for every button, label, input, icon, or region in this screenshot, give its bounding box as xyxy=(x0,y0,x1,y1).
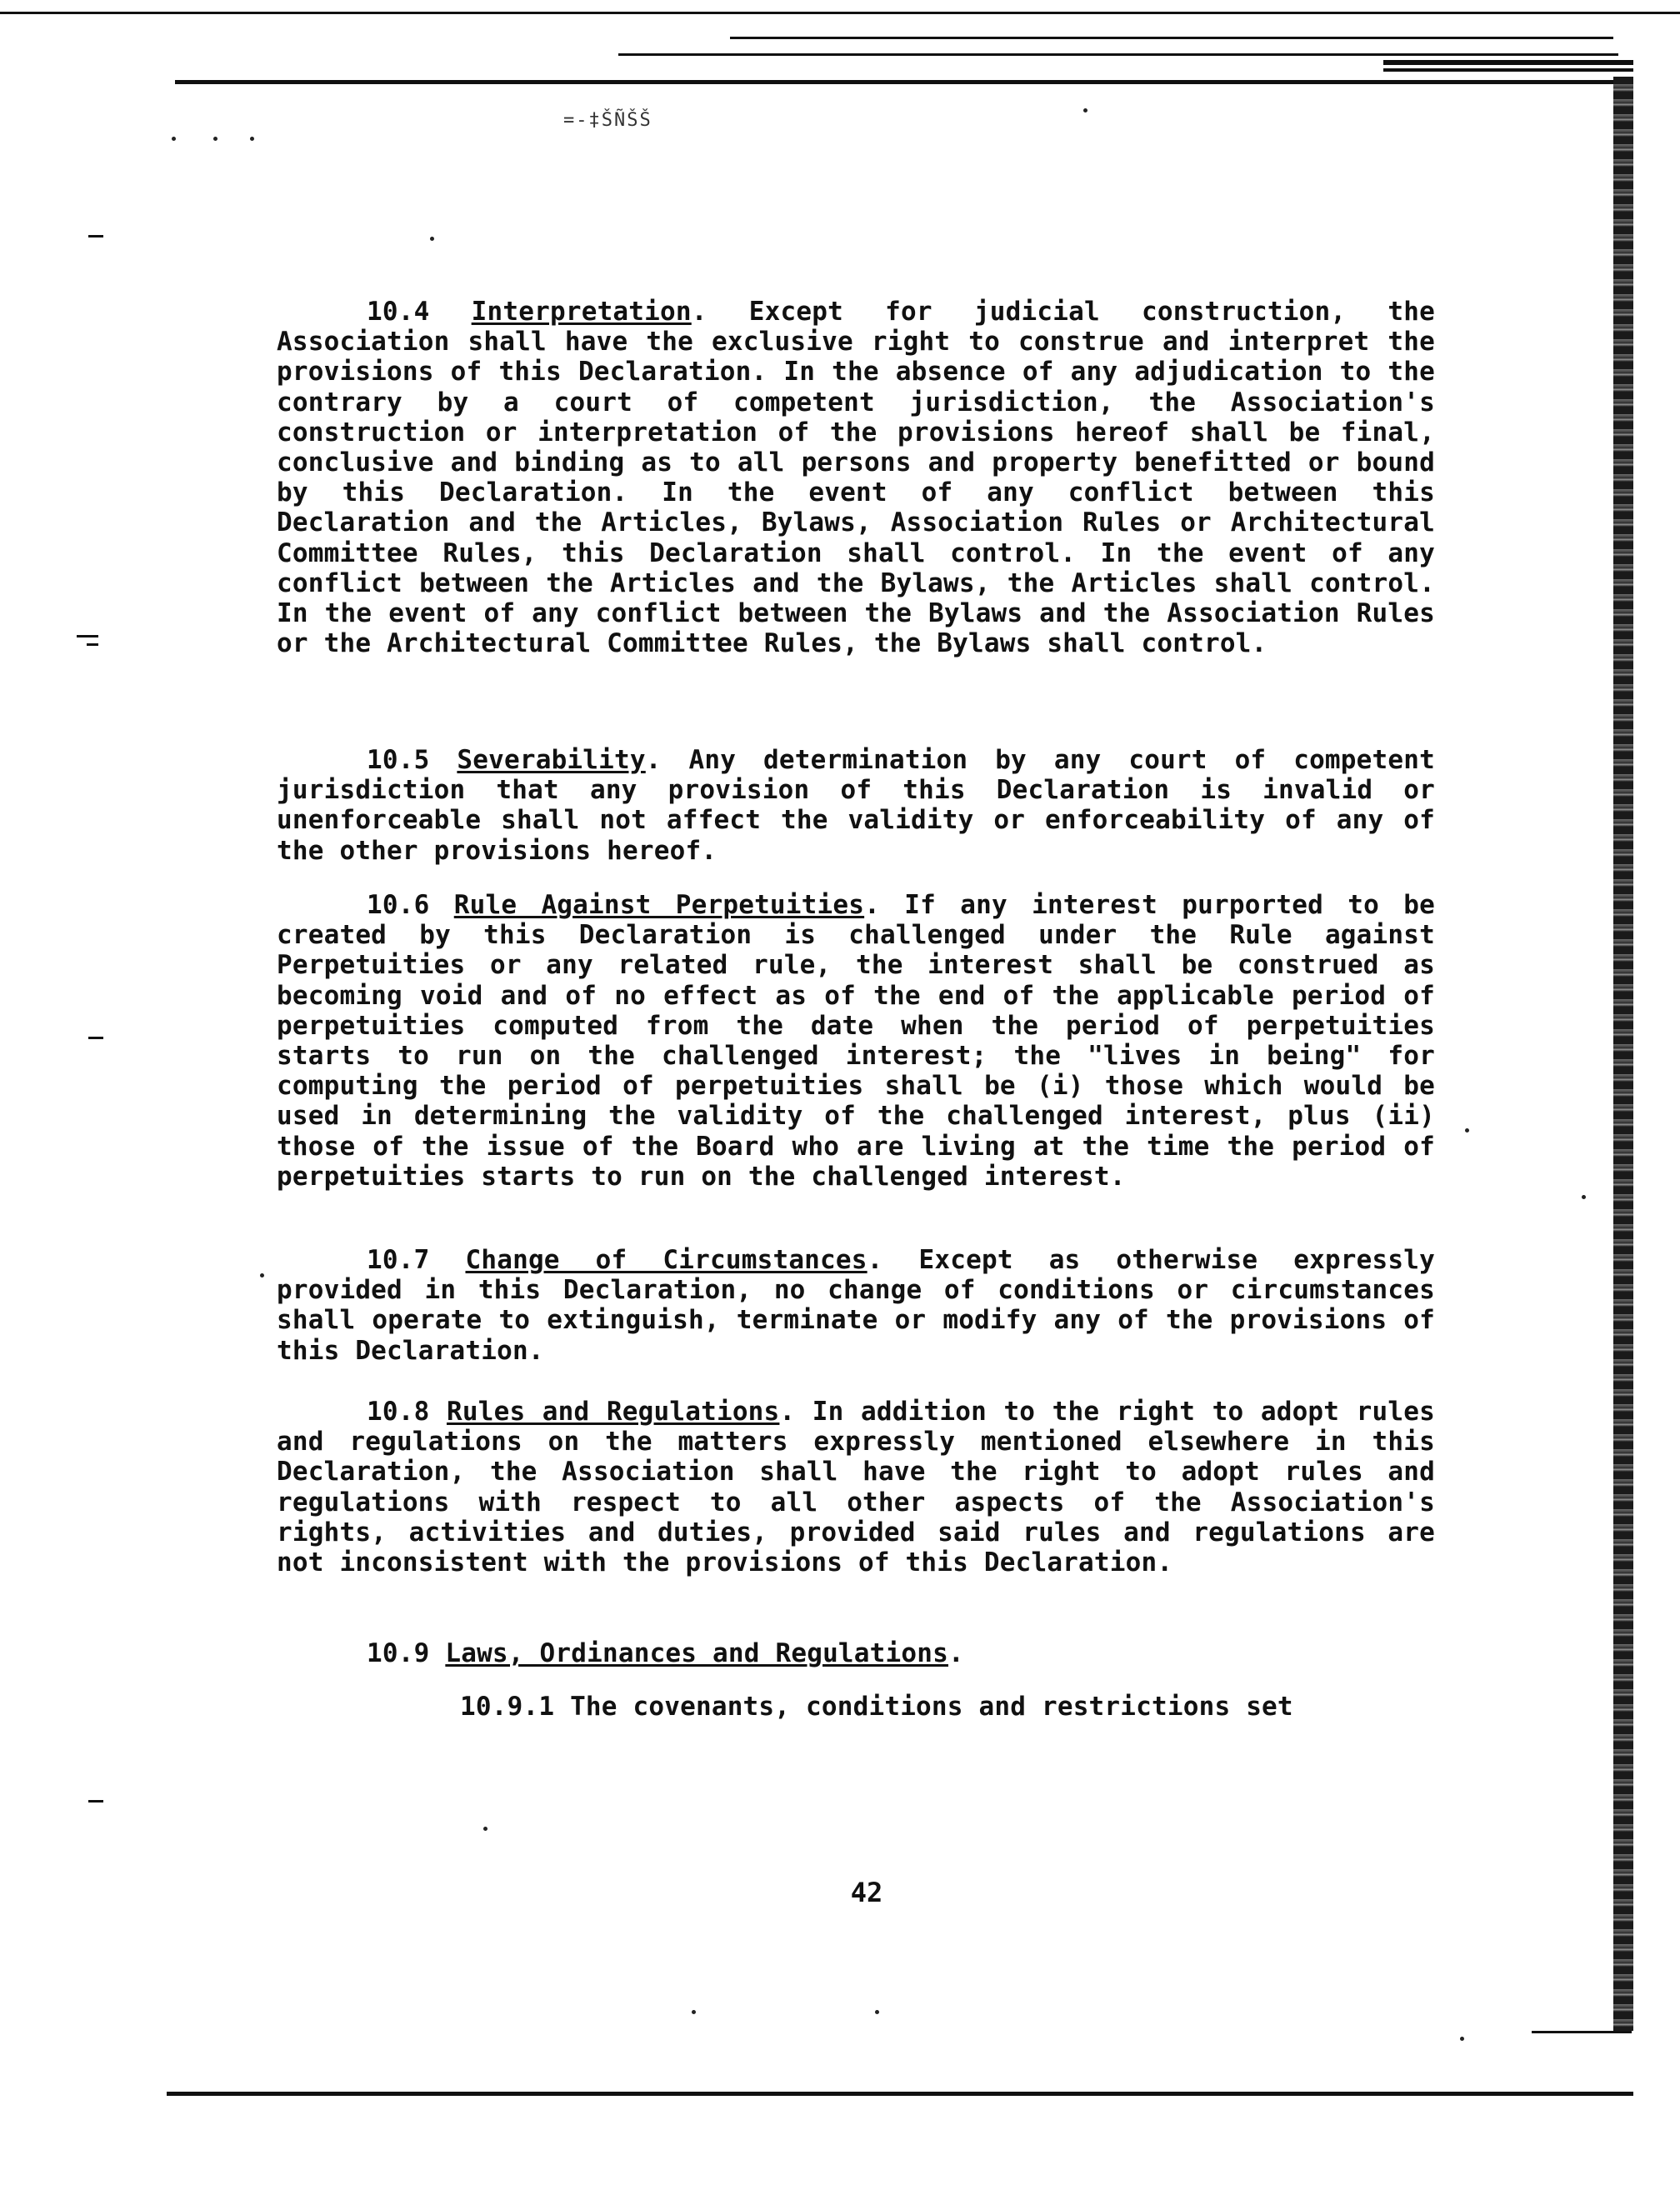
header-rule-short-4 xyxy=(1383,68,1633,72)
footer-rule-long xyxy=(167,2092,1633,2096)
scan-speck xyxy=(172,137,176,141)
section-number: 10.4 xyxy=(367,297,430,327)
header-rule-short-3 xyxy=(1383,60,1633,65)
section-10-7 xyxy=(277,1245,1435,1366)
margin-mark xyxy=(77,635,98,638)
section-title: Change of Circumstances xyxy=(465,1245,868,1275)
section-text: . Any determination by any court of competent jurisdiction that any provision of this Declaration is invalid or unenforceable shall not affect the validity or enforceability of any of the other provisions hereof. xyxy=(277,745,1435,866)
section-10-5 xyxy=(277,745,1435,866)
section-text: . In addition to the right to adopt rules and regulations on the matters expressly mentioned elsewhere in this Declaration, the Association shall have the right to adopt rules and regulations with respect to all other aspects of the Association's rights, activities and duties, provided said rules and regulations are not inconsistent with the provisions of this Declaration. xyxy=(277,1397,1435,1578)
scan-speck xyxy=(1460,2037,1464,2041)
margin-mark xyxy=(88,235,103,238)
section-text: . xyxy=(948,1638,964,1668)
scan-edge-strip xyxy=(1613,77,1633,2031)
scan-speck xyxy=(1465,1128,1469,1132)
footer-rule-right xyxy=(1532,2031,1632,2033)
section-10-6 xyxy=(277,890,1435,1192)
scan-speck xyxy=(260,1273,264,1278)
section-title: Rules and Regulations xyxy=(446,1397,780,1427)
subsection-10-9-1 xyxy=(277,1692,1435,1722)
section-10-9 xyxy=(277,1638,1435,1668)
header-rule-short-1 xyxy=(730,37,1613,39)
scan-speck xyxy=(692,2010,696,2014)
margin-mark xyxy=(87,643,98,646)
scan-speck xyxy=(1083,108,1088,112)
section-number: 10.8 xyxy=(367,1397,430,1427)
scan-speck xyxy=(430,237,434,241)
margin-mark xyxy=(88,1800,103,1802)
section-title: Interpretation xyxy=(471,297,692,327)
section-10-8 xyxy=(277,1397,1435,1578)
top-border-line xyxy=(0,12,1680,14)
section-title: Rule Against Perpetuities xyxy=(453,890,865,920)
section-text: . Except for judicial construction, the Association shall have the exclusive right to construe and interpret the provisions of this Declaration. In the absence of any adjudication to the contrary by a court of competent jurisdiction, the Association's construction or interpretation of the provisions hereof shall be final, conclusive and binding as to all persons and property benefitted or bound by this Declaration. In the event of any conflict between this Declaration and the Articles, Bylaws, Association Rules or Architectural Committee Rules, this Declaration shall control. In the event of any conflict between the Articles and the Bylaws, the Articles shall control. In the event of any conflict between the Bylaws and the Association Rules or the Architectural Committee Rules, the Bylaws shall control. xyxy=(277,297,1435,659)
subsection-number: 10.9.1 xyxy=(460,1692,555,1722)
margin-mark xyxy=(88,1037,103,1039)
section-10-4 xyxy=(277,297,1435,658)
header-rule-long xyxy=(175,80,1617,84)
page-number: 42 xyxy=(850,1877,883,1908)
scan-speck xyxy=(213,137,218,141)
section-text: . Except as otherwise expressly provided in this Declaration, no change of conditions or circumstances shall operate to extinguish, terminate or modify any of the provisions of this Declaration. xyxy=(277,1245,1435,1366)
section-number: 10.7 xyxy=(367,1245,430,1275)
section-title: Laws, Ordinances and Regulations xyxy=(445,1638,948,1668)
scan-speck xyxy=(483,1827,488,1831)
section-title: Severability xyxy=(457,745,646,775)
scan-speck xyxy=(1582,1195,1586,1199)
subsection-text: The covenants, conditions and restrictions set xyxy=(570,1692,1293,1722)
scan-speck xyxy=(875,2010,879,2014)
header-mark: =-‡ŠÑŠŠ xyxy=(563,110,652,131)
section-number: 10.6 xyxy=(367,890,430,920)
section-number: 10.5 xyxy=(367,745,430,775)
section-text: . If any interest purported to be created by this Declaration is challenged under the Rule against Perpetuities or any related rule, the interest shall be construed as becoming void and of no effect as of the end of the applicable period of perpetuities computed from the date when the period of perpetuities starts to run on the challenged interest; the "lives in being" for computing the period of perpetuities shall be (i) those which would be used in determining the validity of the challenged interest, plus (ii) those of the issue of the Board who are living at the time the period of perpetuities starts to run on the challenged interest. xyxy=(277,890,1435,1192)
scan-speck xyxy=(250,137,254,141)
header-rule-short-2 xyxy=(618,53,1618,56)
section-number: 10.9 xyxy=(367,1638,430,1668)
